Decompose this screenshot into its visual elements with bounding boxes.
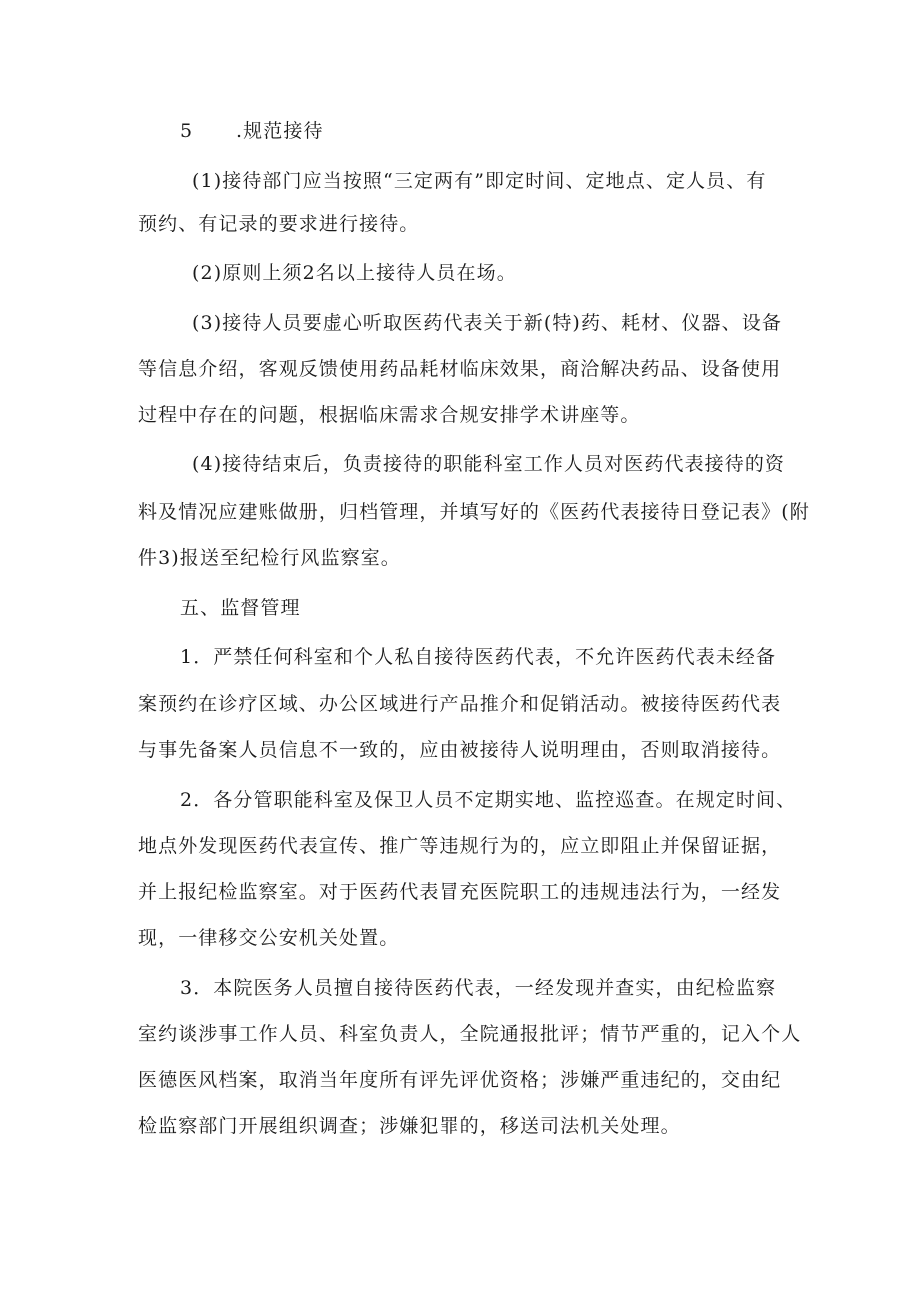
item-3-line-1: (3)接待人员要虚心听取医药代表关于新(特)药、耗材、仪器、设备 <box>192 312 782 334</box>
point-3-line-3: 医德医风档案，取消当年度所有评先评优资格；涉嫌严重违纪的，交由纪 <box>138 1069 782 1091</box>
point-2-line-2: 地点外发现医药代表宣传、推广等违规行为的，应立即阻止并保留证据， <box>138 835 782 857</box>
point-3-line-2: 室约谈涉事工作人员、科室负责人，全院通报批评；情节严重的，记入个人 <box>138 1023 802 1045</box>
item-3-line-3: 过程中存在的问题，根据临床需求合规安排学术讲座等。 <box>138 404 641 426</box>
item-1-line-2: 预约、有记录的要求进行接待。 <box>138 213 420 235</box>
point-1-line-2: 案预约在诊疗区域、办公区域进行产品推介和促销活动。被接待医药代表 <box>138 693 782 715</box>
point-2-line-3: 并上报纪检监察室。对于医药代表冒充医院职工的违规违法行为，一经发 <box>138 881 782 903</box>
section-5-title: 五、监督管理 <box>180 597 301 619</box>
item-4-line-1: (4)接待结束后，负责接待的职能科室工作人员对医药代表接待的资 <box>192 453 786 475</box>
item-4-line-2: 料及情况应建账做册，归档管理，并填写好的《医药代表接待日登记表》(附 <box>138 501 810 523</box>
point-1-line-1: 1．严禁任何科室和个人私自接待医药代表，不允许医药代表未经备 <box>180 646 777 668</box>
heading-5-title: .规范接待 <box>236 120 324 142</box>
point-3-line-4: 检监察部门开展组织调查；涉嫌犯罪的，移送司法机关处理。 <box>138 1115 681 1137</box>
item-3-line-2: 等信息介绍，客观反馈使用药品耗材临床效果，商洽解决药品、设备使用 <box>138 358 782 380</box>
point-2-line-1: 2．各分管职能科室及保卫人员不定期实地、监控巡查。在规定时间、 <box>180 789 797 811</box>
item-1-line-1: (1)接待部门应当按照“三定两有”即定时间、定地点、定人员、有 <box>192 170 767 192</box>
item-2-line-1: (2)原则上须2名以上接待人员在场。 <box>192 262 517 284</box>
item-4-line-3: 件3)报送至纪检行风监察室。 <box>138 547 401 569</box>
heading-5 <box>180 119 324 143</box>
point-2-line-4: 现，一律移交公安机关处置。 <box>138 927 400 949</box>
point-3-line-1: 3．本院医务人员擅自接待医药代表，一经发现并查实，由纪检监察 <box>180 977 777 999</box>
point-1-line-3: 与事先备案人员信息不一致的，应由被接待人说明理由，否则取消接待。 <box>138 739 782 761</box>
heading-5-number: 5 <box>180 120 194 142</box>
